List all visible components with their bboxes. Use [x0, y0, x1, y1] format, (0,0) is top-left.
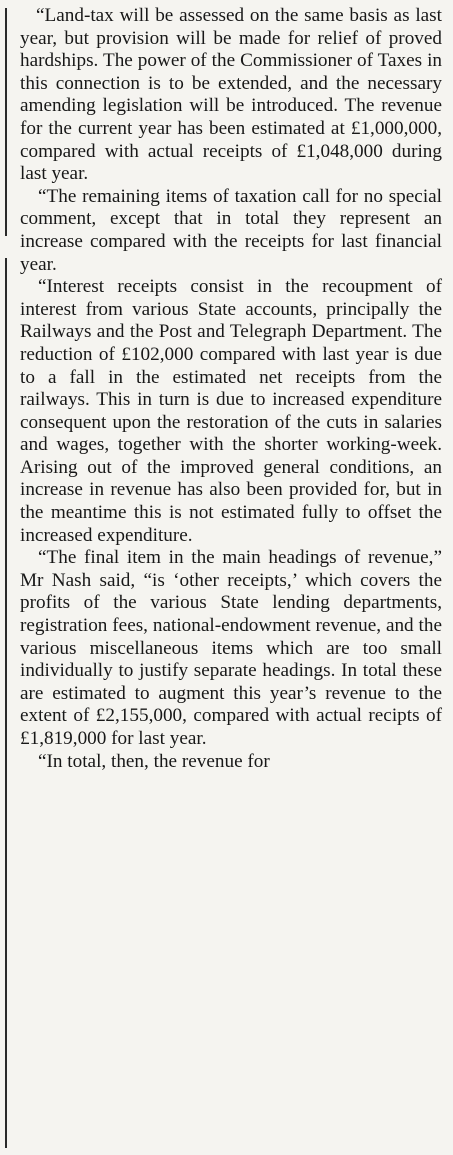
paragraph-land-tax: “Land-tax will be assessed on the same basis as last year, but provision will be made for relief of proved hardships. The power of the Commissioner of Taxes in this connection is to be extended, and the necessary amending legislation will be introduced. The revenue for the current year has been estimated at £1,000,000, compared with actual receipts of £1,048,000 during last year. [20, 5, 442, 185]
column-rule-upper [5, 8, 7, 236]
paragraph-remaining-taxation: “The remaining items of taxation call for no special comment, except that in total they represent an increase compared with the receipts for last financial year. [20, 185, 442, 275]
paragraph-interest-receipts: “Interest receipts consist in the recoupment of interest from various State accounts, principally the Railways and the Post and Telegraph Department. The reduction of £102,000 compared with last year is due to a fall in the estimated net receipts from the railways. This in turn is due to increased expenditure consequent upon the restoration of the cuts in salaries and wages, together with the shorter working-week. Arising out of the improved general conditions, an increase in revenue has also been provided for, but in the meantime this is not estimated fully to offset the increased expenditure. [20, 276, 442, 546]
article-column [20, 5, 442, 773]
paragraph-total-revenue: “In total, then, the revenue for [38, 750, 270, 772]
paragraph-other-receipts: “The final item in the main headings of revenue,” Mr Nash said, “is ‘other receipts,’ which covers the profits of the various State lending departments, registration fees, national-endowment revenue, and the various miscellaneous items which are too small individually to justify separate headings. In total these are estimated to augment this year’s revenue to the extent of £2,155,000, compared with actual recipts of £1,819,000 for last year. [20, 547, 442, 749]
column-rule-lower [5, 258, 7, 1148]
